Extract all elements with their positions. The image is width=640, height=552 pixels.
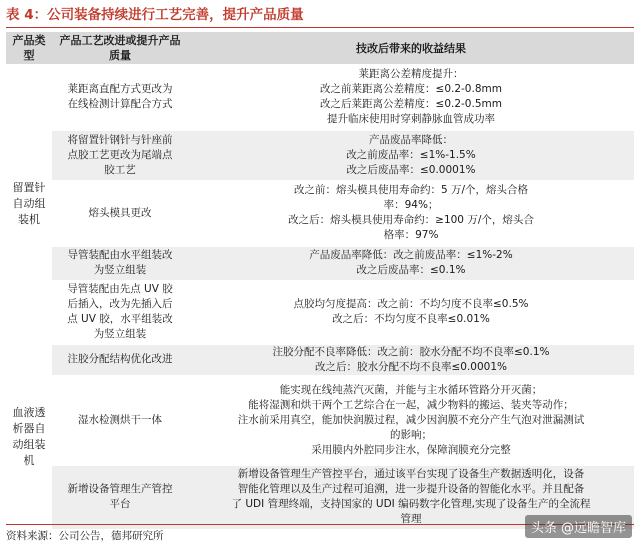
- improvement-item-cell: [52, 344, 188, 375]
- result-cell: [188, 130, 634, 180]
- result-line: 改之前：熔头模具使用寿命约：5 万/个，熔头合格: [293, 184, 529, 196]
- improvement-item-cell: [52, 130, 188, 180]
- source-note: 资料来源：公司公告，德邦研究所: [6, 524, 634, 545]
- result-line: 了 UDI 管理终端，支持国家的 UDI 编码数字化管理,实现了设备生产的全流程: [231, 498, 591, 510]
- result-line: 管理: [400, 513, 422, 525]
- result-line: 产品废品率降低：改之前废品率：≤1%-2%: [309, 249, 513, 261]
- result-line: 智能化管理以及生产过程可追溯，进一步提升设备的智能化水平。并且配备: [237, 483, 585, 495]
- item-line: 导管装配由水平组装改: [67, 249, 173, 261]
- table-title: 表 4：公司装备持续进行工艺完善，提升产品质量: [6, 3, 634, 28]
- result-line: 改之前废品率：≤1%-1.5%: [346, 148, 476, 161]
- result-line: 格率：97%: [383, 229, 439, 241]
- result-cell: [188, 344, 634, 375]
- item-line: 导管装配由先点 UV 胶: [67, 283, 173, 295]
- item-line: 注胶分配结构优化改进: [67, 353, 173, 365]
- result-line: 改之后：胶水分配不均不良率≤0.0001%: [314, 360, 507, 373]
- item-line: 新增设备管理生产管控: [67, 483, 173, 495]
- item-line: 在线检测计算配合方式: [67, 97, 173, 110]
- item-line: 点胶工艺更改为尾端点: [67, 148, 173, 161]
- improvement-item-cell: [52, 465, 188, 529]
- result-line: 的影响；: [390, 428, 432, 441]
- result-line: 改之后废品率：≤0.0001%: [346, 163, 476, 176]
- result-line: 提升临床使用时穿刺静脉血管成功率: [327, 112, 495, 125]
- item-line: 熔头模具更改: [88, 206, 152, 219]
- improvement-item-cell: [52, 280, 188, 344]
- result-cell: [188, 375, 634, 465]
- result-line: 能将湿测和烘干两个工艺综合在一起，减少物料的搬运、装夹等动作；: [248, 398, 574, 411]
- table-row: [6, 246, 634, 280]
- table-row: [6, 344, 634, 375]
- item-line: 莱距离直配方式更改为: [67, 82, 173, 95]
- result-line: 注水前采用真空，能加快润膜过程，减少因润膜不充分产生气泡对泄漏测试: [237, 413, 585, 426]
- category-cell: 留置针自动组装机: [12, 181, 46, 226]
- item-line: 将留置针钢针与针座前: [67, 133, 173, 146]
- result-line: 率：94%；: [383, 199, 439, 211]
- header-item: 产品工艺改进或提升产品质量: [52, 32, 188, 64]
- item-line: 平台: [109, 498, 131, 510]
- improvement-item-cell: [52, 246, 188, 280]
- item-line: 后插入，改为先插入后: [67, 298, 173, 310]
- table-row: [6, 130, 634, 180]
- item-line: 为竖立组装: [93, 264, 147, 276]
- result-cell: [188, 246, 634, 280]
- result-cell: [188, 64, 634, 130]
- item-line: 点 UV 胶，水平组装改: [67, 313, 173, 325]
- table-row: [6, 64, 634, 130]
- result-line: 改之后：熔头模具使用寿命约：≥100 万/个，熔头合: [288, 214, 534, 226]
- result-cell: [188, 280, 634, 344]
- improvement-table: [6, 32, 634, 530]
- improvement-item-cell: [52, 64, 188, 130]
- result-line: 改之后莱距离公差精度：≤0.2-0.5mm: [320, 97, 502, 110]
- header-result: 技改后带来的收益结果: [188, 32, 634, 64]
- table-row: [6, 280, 634, 344]
- result-line: 能实现在线纯蒸汽灭菌，并能与主水循环管路分开灭菌；: [279, 383, 543, 396]
- result-line: 莱距离公差精度提升：: [358, 67, 464, 80]
- improvement-item-cell: [52, 180, 188, 246]
- result-line: 改之后废品率：≤0.1%: [356, 264, 466, 276]
- header-category: 产品类型: [6, 32, 52, 64]
- table-row: [6, 375, 634, 465]
- result-line: 采用膜内外腔同步注水，保障润膜充分完整: [311, 443, 511, 456]
- result-line: 改之前莱距离公差精度：≤0.2-0.8mm: [320, 82, 502, 95]
- improvement-item-cell: [52, 375, 188, 465]
- result-line: 产品废品率降低：: [369, 133, 453, 146]
- item-line: 胶工艺: [104, 163, 136, 176]
- category-cell: 血液透析器自动组装机: [12, 405, 46, 467]
- result-line: 新增设备管理生产管控平台，通过该平台实现了设备生产数据透明化，设备: [237, 468, 585, 480]
- item-line: 湿水检测烘干一体: [78, 413, 162, 426]
- watermark: 头条 @远瞻智库: [525, 515, 632, 538]
- result-line: 改之后：不均匀度不良率≤0.01%: [332, 313, 490, 325]
- result-line: 点胶均匀度提高：改之前：不均匀度不良率≤0.5%: [293, 298, 529, 310]
- table-row: [6, 180, 634, 246]
- result-line: 注胶分配不良率降低：改之前：胶水分配不均不良率≤0.1%: [272, 345, 550, 358]
- table-header-row: [6, 32, 634, 64]
- result-cell: [188, 180, 634, 246]
- item-line: 为竖立组装: [93, 328, 147, 340]
